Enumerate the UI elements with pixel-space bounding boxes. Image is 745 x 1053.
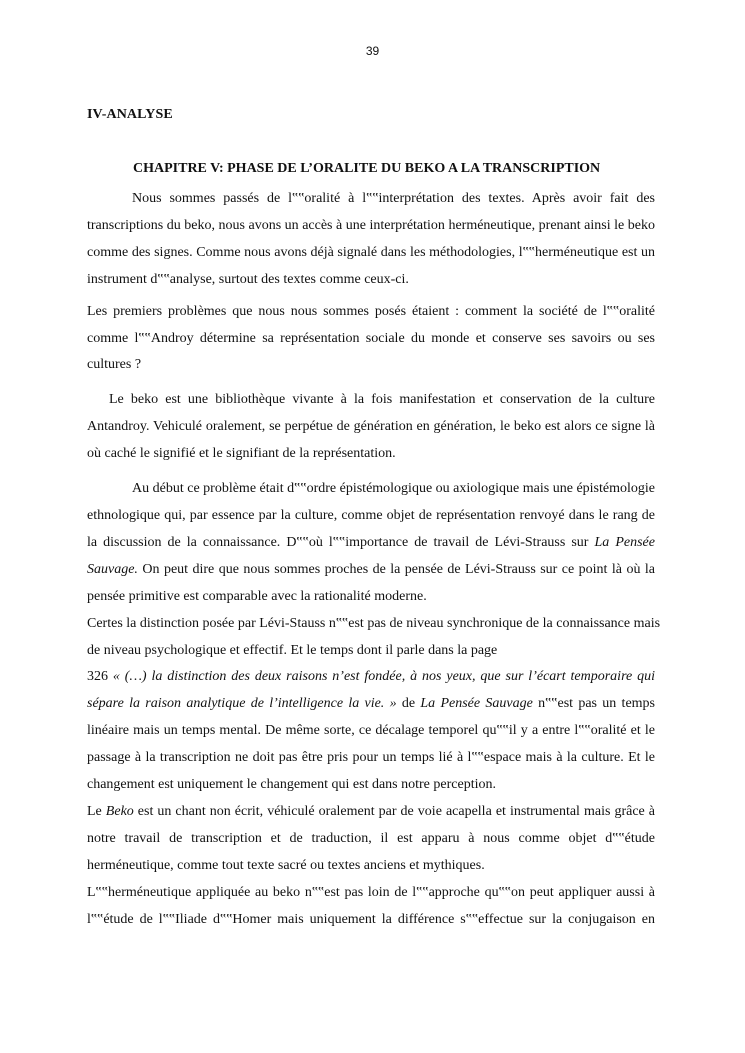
book-title-2: La Pensée Sauvage [420, 696, 533, 712]
paragraph-1: Nous sommes passés de l‟‟oralité à l‟‟interprétation des textes. Après avoir fait des transcriptions du beko, nous avons un accès à une interprétation herméneutique, prenant ainsi le beko comme des signes. Comme nous avons déjà signalé dans les méthodologies, l‟‟herméneutique est un instrument d‟‟analyse, surtout des textes comme ceux-ci. [87, 191, 655, 287]
paragraph-8: L‟‟herméneutique appliquée au beko n‟‟est pas loin de l‟‟approche qu‟‟on peut appliquer aussi à l‟‟étude de l‟‟Iliade d‟‟Homer mais uniquement la différence s‟‟effectue sur la conjugaison en [87, 884, 655, 927]
page-number: 39 [365, 44, 380, 58]
paragraph-7-text: est un chant non écrit, véhiculé oralement par de voie acapella et instrumental mais grâce à notre travail de transcription et de traduction, il est apparu à nous comme objet d‟‟étude herméneutique, comme tout texte sacré ou textes anciens et mythiques. [87, 803, 655, 873]
book-title: La Pensée Sauvage. [87, 534, 655, 577]
paragraph-7-le: Le [87, 803, 106, 819]
paragraph-5-line-2: de niveau psychologique et effectif. Et le temps dont il parle dans la page [87, 642, 498, 658]
beko-term: Beko [105, 803, 134, 819]
paragraph-6-de: de [396, 696, 421, 712]
body-text [87, 186, 661, 933]
paragraph-6-text: n‟‟est pas un temps linéaire mais un temps mental. De même sorte, ce décalage temporel qu‟‟il y a entre l‟‟oralité et le passage à la transcription ne doit pas être pris pour un temps lié à l‟‟espace mais à la culture. Et le changement est uniquement le changement qui est dans notre perception. [87, 696, 655, 793]
chapter-title: CHAPITRE V: PHASE DE L’ORALITE DU BEKO A LA TRANSCRIPTION [133, 161, 601, 176]
quote: « (…) la distinction des deux raisons n’est fondée, à nos yeux, que sur l’écart temporaire qui sépare la raison analytique de l’intelligence la vie. » [87, 669, 656, 712]
paragraph-6 [87, 664, 655, 799]
paragraph-3: Le beko est une bibliothèque vivante à la fois manifestation et conservation de la culture Antandroy. Vehiculé oralement, se perpétue de génération en génération, le beko est alors ce signe là où caché le signifié et le signifiant de la représentation. [87, 392, 655, 462]
paragraph-5-line-1: Certes la distinction posée par Lévi-Stauss n‟‟est pas de niveau synchronique de la connaissance mais [87, 615, 661, 631]
paragraph-4-text-b: On peut dire que nous sommes proches de la pensée de Lévi-Strauss sur ce point là où la pensée primitive est comparable avec la rationalité moderne. [87, 561, 655, 604]
paragraph-5 [87, 611, 707, 665]
paragraph-7 [87, 799, 655, 880]
page-reference: 326 [87, 669, 113, 685]
paragraph-4-text-a: Au début ce problème était d‟‟ordre épistémologique ou axiologique mais une épistémologie ethnologique qui, par essence par la culture, comme objet de représentation renvoyé dans le rang de la discussion de la connaissance. D‟‟où l‟‟importance de travail de Lévi-Strauss sur [87, 481, 655, 550]
paragraph-4 [87, 476, 655, 611]
section-title: IV-ANALYSE [87, 107, 173, 122]
paragraph-2: Les premiers problèmes que nous nous sommes posés étaient : comment la société de l‟‟oralité comme l‟‟Androy détermine sa représentation sociale du monde et conserve ses savoirs ou ses cultures ? [87, 303, 655, 373]
